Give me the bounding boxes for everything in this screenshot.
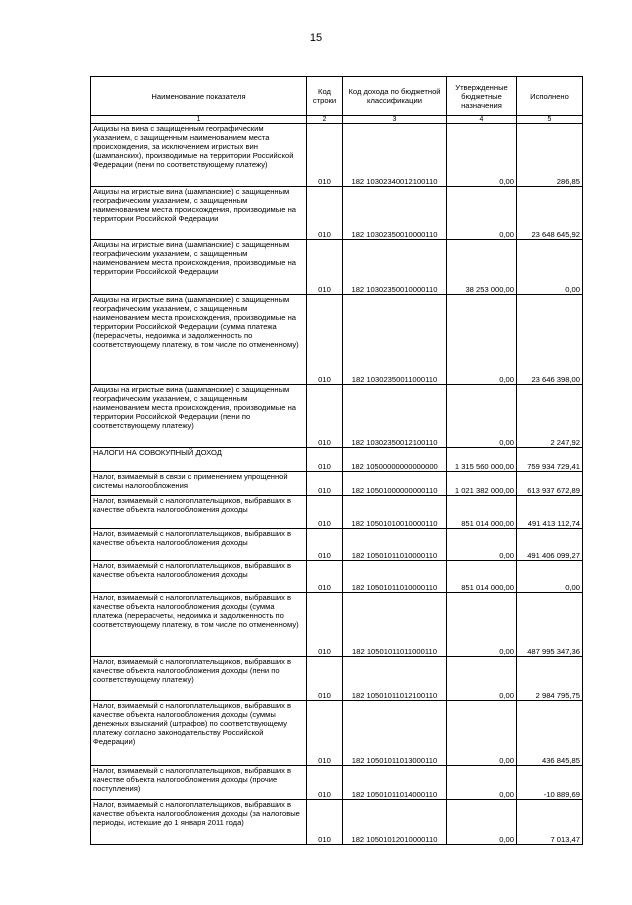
column-number: 4 <box>447 116 517 124</box>
line-code: 010 <box>307 701 343 766</box>
table-row <box>91 124 583 187</box>
indicator-name: Налог, взимаемый с налогоплательщиков, выбравших в качестве объекта налогообложения доходы <box>91 496 307 529</box>
table-row <box>91 561 583 593</box>
executed-amount: 0,00 <box>517 561 583 593</box>
table-row <box>91 448 583 472</box>
line-code: 010 <box>307 800 343 845</box>
table-row <box>91 385 583 448</box>
approved-amount: 0,00 <box>447 657 517 701</box>
table-row <box>91 800 583 845</box>
indicator-name: Налог, взимаемый с налогоплательщиков, выбравших в качестве объекта налогообложения доходы (сумма платежа (перерасчеты, недоимка и задолженность по соответствующему платежу, в том числе по отмененному) <box>91 593 307 657</box>
income-code: 182 10500000000000000 <box>343 448 447 472</box>
header-line-code: Код строки <box>307 77 343 116</box>
income-code: 182 10302350010000110 <box>343 187 447 240</box>
table-row <box>91 529 583 561</box>
indicator-name: НАЛОГИ НА СОВОКУПНЫЙ ДОХОД <box>91 448 307 472</box>
header-executed: Исполнено <box>517 77 583 116</box>
executed-amount: 436 845,85 <box>517 701 583 766</box>
executed-amount: 2 247,92 <box>517 385 583 448</box>
income-code: 182 10501012010000110 <box>343 800 447 845</box>
approved-amount: 1 021 382 000,00 <box>447 472 517 496</box>
header-indicator-name: Наименование показателя <box>91 77 307 116</box>
table-row <box>91 240 583 295</box>
executed-amount: 491 413 112,74 <box>517 496 583 529</box>
approved-amount: 0,00 <box>447 385 517 448</box>
table-row <box>91 496 583 529</box>
line-code: 010 <box>307 295 343 385</box>
approved-amount: 0,00 <box>447 593 517 657</box>
table-row <box>91 701 583 766</box>
income-code: 182 10302350011000110 <box>343 295 447 385</box>
approved-amount: 1 315 560 000,00 <box>447 448 517 472</box>
executed-amount: 23 648 645,92 <box>517 187 583 240</box>
indicator-name: Налог, взимаемый с налогоплательщиков, выбравших в качестве объекта налогообложения доходы <box>91 529 307 561</box>
budget-execution-table <box>90 76 583 845</box>
line-code: 010 <box>307 124 343 187</box>
approved-amount: 0,00 <box>447 529 517 561</box>
line-code: 010 <box>307 766 343 800</box>
executed-amount: 2 984 795,75 <box>517 657 583 701</box>
executed-amount: 759 934 729,41 <box>517 448 583 472</box>
line-code: 010 <box>307 529 343 561</box>
indicator-name: Налог, взимаемый с налогоплательщиков, выбравших в качестве объекта налогообложения доходы (прочие поступления) <box>91 766 307 800</box>
executed-amount: 0,00 <box>517 240 583 295</box>
header-approved: Утвержденные бюджетные назначения <box>447 77 517 116</box>
line-code: 010 <box>307 448 343 472</box>
indicator-name: Акцизы на игристые вина (шампанские) с защищенным географическим указанием, с защищенным наименованием места происхождения, производимые на территории Российской Федерации (пени по соответствующему платежу) <box>91 385 307 448</box>
indicator-name: Акцизы на игристые вина (шампанские) с защищенным географическим указанием, с защищенным наименованием места происхождения, производимые на территории Российской Федерации <box>91 240 307 295</box>
indicator-name: Налог, взимаемый с налогоплательщиков, выбравших в качестве объекта налогообложения доходы (суммы денежных взысканий (штрафов) по соответствующему платежу согласно законодательству Российской Федерации) <box>91 701 307 766</box>
line-code: 010 <box>307 385 343 448</box>
executed-amount: 491 406 099,27 <box>517 529 583 561</box>
column-number: 5 <box>517 116 583 124</box>
executed-amount: 7 013,47 <box>517 800 583 845</box>
indicator-name: Налог, взимаемый с налогоплательщиков, выбравших в качестве объекта налогообложения доходы (пени по соответствующему платежу) <box>91 657 307 701</box>
page-number: 15 <box>309 32 323 44</box>
approved-amount: 851 014 000,00 <box>447 496 517 529</box>
table-header-row <box>91 77 583 116</box>
executed-amount: 613 937 672,89 <box>517 472 583 496</box>
approved-amount: 0,00 <box>447 701 517 766</box>
income-code: 182 10501011013000110 <box>343 701 447 766</box>
income-code: 182 10501000000000110 <box>343 472 447 496</box>
indicator-name: Налог, взимаемый с налогоплательщиков, выбравших в качестве объекта налогообложения доходы (за налоговые периоды, истекшие до 1 января 2011 года) <box>91 800 307 845</box>
line-code: 010 <box>307 657 343 701</box>
approved-amount: 0,00 <box>447 295 517 385</box>
approved-amount: 0,00 <box>447 800 517 845</box>
column-number: 3 <box>343 116 447 124</box>
approved-amount: 38 253 000,00 <box>447 240 517 295</box>
table-row <box>91 472 583 496</box>
table-row <box>91 593 583 657</box>
indicator-name: Налог, взимаемый в связи с применением упрощенной системы налогообложения <box>91 472 307 496</box>
header-income-code: Код дохода по бюджетной классификации <box>343 77 447 116</box>
executed-amount: 487 995 347,36 <box>517 593 583 657</box>
column-number: 1 <box>91 116 307 124</box>
column-number: 2 <box>307 116 343 124</box>
approved-amount: 0,00 <box>447 124 517 187</box>
income-code: 182 10501011014000110 <box>343 766 447 800</box>
income-code: 182 10302340012100110 <box>343 124 447 187</box>
column-numbers-row <box>91 116 583 124</box>
line-code: 010 <box>307 496 343 529</box>
income-code: 182 10302350012100110 <box>343 385 447 448</box>
line-code: 010 <box>307 472 343 496</box>
executed-amount: -10 889,69 <box>517 766 583 800</box>
indicator-name: Акцизы на игристые вина (шампанские) с защищенным географическим указанием, с защищенным наименованием места происхождения, производимые на территории Российской Федерации <box>91 187 307 240</box>
income-code: 182 10302350010000110 <box>343 240 447 295</box>
line-code: 010 <box>307 561 343 593</box>
income-code: 182 10501011010000110 <box>343 561 447 593</box>
approved-amount: 851 014 000,00 <box>447 561 517 593</box>
table-row <box>91 657 583 701</box>
executed-amount: 23 646 398,00 <box>517 295 583 385</box>
line-code: 010 <box>307 187 343 240</box>
approved-amount: 0,00 <box>447 187 517 240</box>
income-code: 182 10501011011000110 <box>343 593 447 657</box>
line-code: 010 <box>307 240 343 295</box>
indicator-name: Налог, взимаемый с налогоплательщиков, выбравших в качестве объекта налогообложения доходы <box>91 561 307 593</box>
table-row <box>91 766 583 800</box>
table-row <box>91 187 583 240</box>
executed-amount: 286,85 <box>517 124 583 187</box>
income-code: 182 10501011012100110 <box>343 657 447 701</box>
income-code: 182 10501011010000110 <box>343 529 447 561</box>
income-code: 182 10501010010000110 <box>343 496 447 529</box>
indicator-name: Акцизы на игристые вина (шампанские) с защищенным географическим указанием, с защищенным наименованием места происхождения, производимые на территории Российской Федерации (сумма платежа (перерасчеты, недоимка и задолженность по соответствующему платежу, в том числе по отмененному) <box>91 295 307 385</box>
approved-amount: 0,00 <box>447 766 517 800</box>
table-row <box>91 295 583 385</box>
line-code: 010 <box>307 593 343 657</box>
indicator-name: Акцизы на вина с защищенным географическим указанием, с защищенным наименованием места происхождения, за исключением игристых вин (шампанских), производимые на территории Российской Федерации (пени по соответствующему платежу) <box>91 124 307 187</box>
